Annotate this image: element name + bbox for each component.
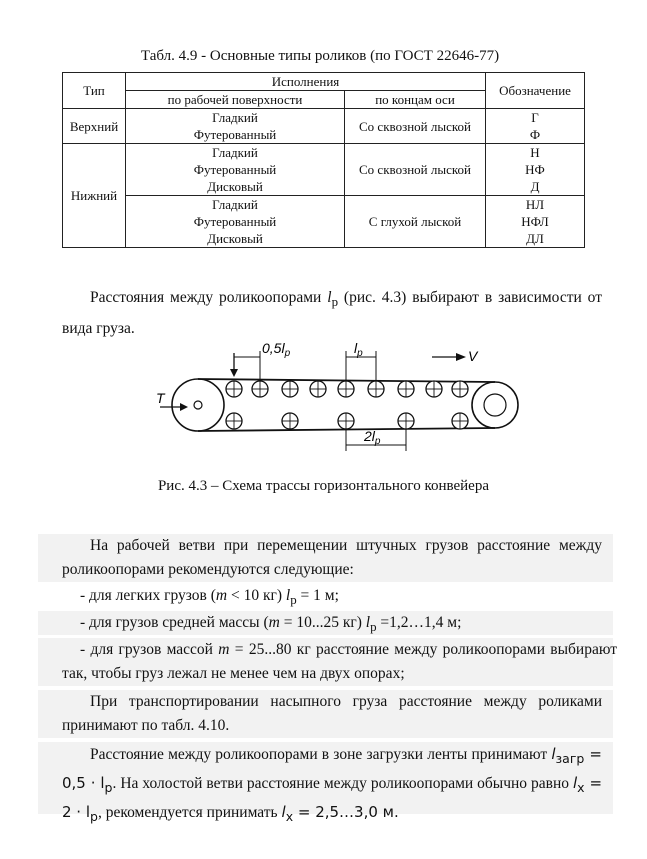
symbol-l: l [551,745,556,763]
code-item: ДЛ [526,231,544,246]
text-run: = 2 · l [62,774,603,821]
text-run: . На холостой ветви расстояние между роликоопорами обычно равно [112,775,573,792]
list-item-medium [80,611,600,639]
cell-surfaces [126,196,345,248]
paragraph-loading-zone [62,742,602,829]
label-velocity: V [468,348,478,364]
conveyor-diagram [150,333,530,463]
symbol-l: l [285,587,291,604]
surface-item: Гладкий [212,145,258,160]
symbol-l: l [573,774,578,792]
symbol-m: m [215,587,228,604]
code-item: НФЛ [521,214,549,229]
text-run: = 2,5…3,0 м. [293,803,399,821]
label-spacing: $l_р$ [354,340,363,359]
header-type: Тип [63,73,126,109]
symbol-sub: х [577,780,585,795]
symbol-l: l [365,614,371,631]
cell-surfaces [126,109,345,144]
symbol-l: l [327,289,332,306]
symbol-sub: р [104,780,113,795]
roller-types-table [62,72,585,248]
surface-item: Гладкий [212,197,258,212]
text-run: = 25...80 кг расстояние между роликоопорами выбирают так, чтобы груз лежал не менее чем на двух опорах; [62,641,617,682]
surface-item: Гладкий [212,110,258,125]
text-run: = 10...25 кг) [279,614,366,631]
list-item-light [80,584,600,612]
header-execution: Исполнения [126,73,486,91]
symbol-m: m [268,614,280,631]
text-run: - для легких грузов ( [80,587,216,604]
symbol-l: l [281,803,286,821]
surface-item: Футерованный [193,162,277,177]
symbol-sub: р [90,809,98,824]
code-item: Д [530,179,540,194]
surface-item: Дисковый [207,231,263,246]
text-run: =1,2…1,4 м; [376,614,462,631]
table-row [63,144,585,196]
symbol-sub: загр [555,751,585,766]
code-item: Н [530,145,540,160]
code-item: НЛ [525,197,545,212]
label-tension: T [156,390,165,406]
code-item: Ф [529,127,541,142]
upper-rollers [226,381,468,397]
table-row [63,109,585,144]
cell-type: Нижний [63,144,126,248]
cell-axis: Со сквозной лыской [345,109,486,144]
cell-surfaces [126,144,345,196]
cell-axis: С глухой лыской [345,196,486,248]
header-by-surface: по рабочей поверхности [126,91,345,109]
table-caption: Табл. 4.9 - Основные типы роликов (по ГОСТ 22646-77) [140,48,500,64]
tail-drum [472,382,518,428]
code-item: НФ [525,162,545,177]
cell-axis: Со сквозной лыской [345,144,486,196]
cell-type: Верхний [63,109,126,144]
text-run: - для грузов массой [80,641,219,658]
text-run: < 10 кг) [227,587,286,604]
surface-item: Футерованный [193,214,277,229]
header-by-axis-ends: по концам оси [345,91,486,109]
paragraph-piece-goods: На рабочей ветви при перемещении штучных грузов расстояние между роликоопорами рекомендуются следующие: [62,537,602,578]
symbol-sub: х [285,809,294,824]
table-row [63,196,585,248]
figure-caption: Рис. 4.3 – Схема трассы горизонтального конвейера [157,478,490,494]
label-half-spacing: $0,5l_р$ [262,340,291,359]
text-run: , рекомендуется принимать [97,804,282,821]
label-double-spacing: $2l_р$ [364,428,381,447]
surface-item: Дисковый [207,179,263,194]
cell-codes [486,109,585,144]
list-item-heavy [62,638,617,686]
symbol-sub: р [290,592,297,608]
text-run: - для грузов средней массы ( [80,614,269,631]
symbol-sub: р [331,294,339,310]
paragraph-bulk-cargo: При транспортировании насыпного груза расстояние между роликами принимают по табл. 4.10. [62,693,602,734]
cell-codes [486,196,585,248]
text-run: (рис. 4.3) выбирают в зависимости от вида груза. [62,289,602,338]
cell-codes [486,144,585,196]
header-designation: Обозначение [486,73,585,109]
text-run: = 0,5 · l [62,745,602,792]
lower-rollers [226,413,468,429]
code-item: Г [531,110,539,125]
symbol-m: m [218,641,230,658]
text-run: Расстояние между роликоопорами в зоне загрузки ленты принимают [90,746,552,763]
text-run: = 1 м; [296,587,339,604]
symbol-sub: р [370,619,377,635]
surface-item: Футерованный [193,127,277,142]
drive-drum [172,379,224,431]
formula-recommended [281,803,399,824]
text-run: Расстояния между роликоопорами [90,289,328,306]
